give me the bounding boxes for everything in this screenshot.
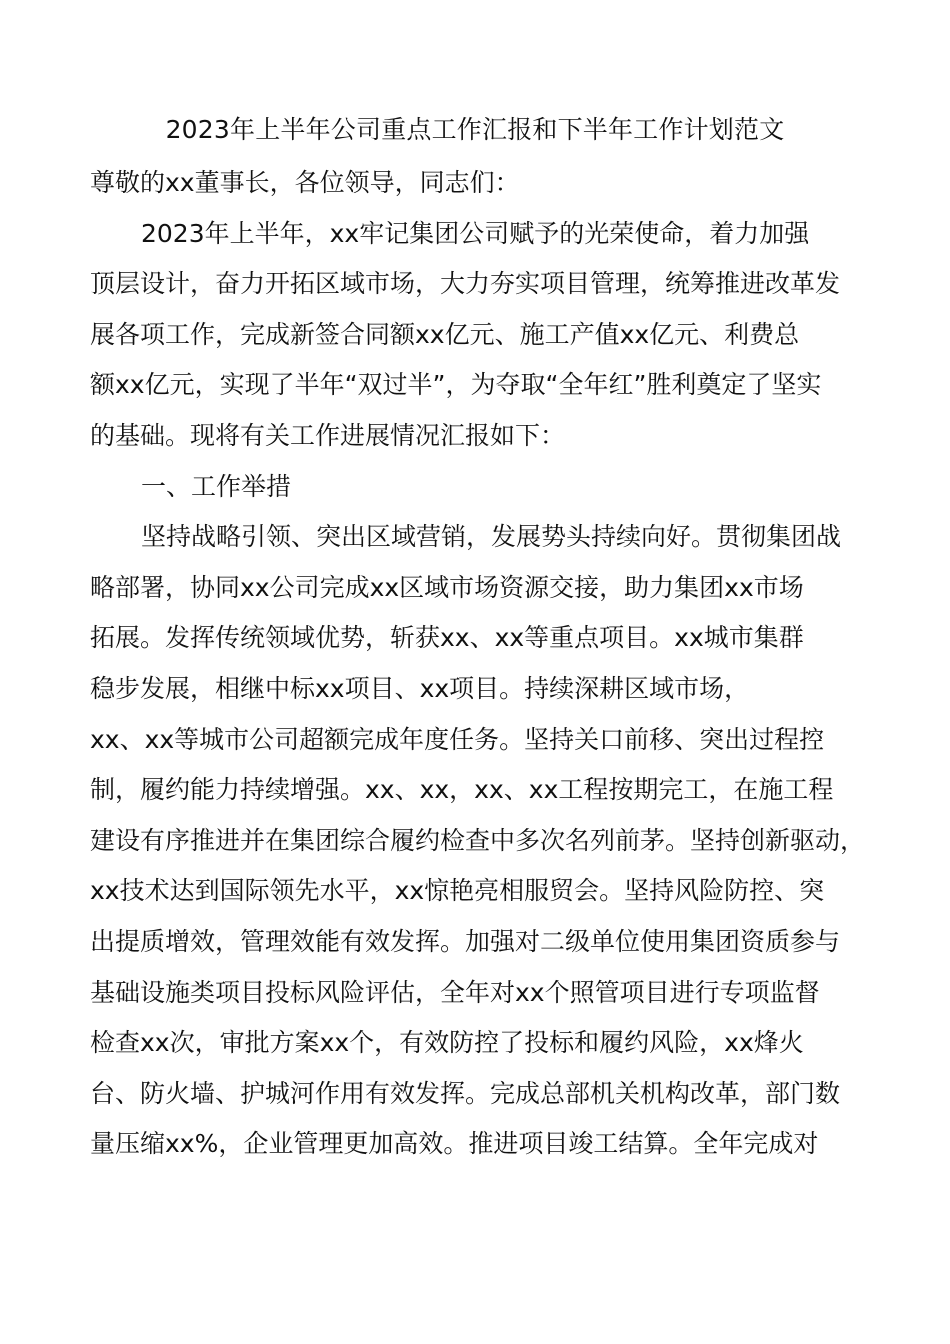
paragraph-line: 建设有序推进并在集团综合履约检查中多次名列前茅。坚持创新驱动， [90,825,866,855]
paragraph-line: 略部署，协同xx公司完成xx区域市场资源交接，助力集团xx市场 [90,572,804,602]
section-heading: 一、工作举措 [141,471,292,501]
paragraph-line: xx技术达到国际领先水平，xx惊艳亮相服贸会。坚持风险防控、突 [90,876,825,906]
paragraph-line: 检查xx次，审批方案xx个，有效防控了投标和履约风险，xx烽火 [90,1028,804,1058]
paragraph-line: 2023年上半年，xx牢记集团公司赋予的光荣使命，着力加强 [141,218,810,248]
paragraph-line: 量压缩xx%，企业管理更加高效。推进项目竣工结算。全年完成对 [90,1129,819,1159]
document-title: 2023年上半年公司重点工作汇报和下半年工作计划范文 [165,115,785,144]
paragraph-line: 拓展。发挥传统领域优势，斩获xx、xx等重点项目。xx城市集群 [90,623,804,653]
salutation-line: 尊敬的xx董事长，各位领导，同志们： [90,168,520,197]
paragraph-line: 坚持战略引领、突出区域营销，发展势头持续向好。贯彻集团战 [141,522,842,552]
paragraph-line: 顶层设计，奋力开拓区域市场，大力夯实项目管理，统筹推进改革发 [90,269,841,299]
paragraph-line: xx、xx等城市公司超额完成年度任务。坚持关口前移、突出过程控 [90,724,825,754]
paragraph-line: 的基础。现将有关工作进展情况汇报如下： [90,420,566,450]
paragraph-line: 出提质增效，管理效能有效发挥。加强对二级单位使用集团资质参与 [90,926,841,956]
paragraph-line: 基础设施类项目投标风险评估，全年对xx个照管项目进行专项监督 [90,977,820,1007]
document-body [90,158,880,1170]
paragraph-line: 台、防火墙、护城河作用有效发挥。完成总部机关机构改革，部门数 [90,1078,841,1108]
paragraph-line: 稳步发展，相继中标xx项目、xx项目。持续深耕区域市场， [90,673,750,703]
paragraph-line: 展各项工作，完成新签合同额xx亿元、施工产值xx亿元、利费总 [90,319,800,349]
paragraph-line: 制，履约能力持续增强。xx、xx，xx、xx工程按期完工，在施工程 [90,775,834,805]
paragraph-line: 额xx亿元，实现了半年“双过半”，为夺取“全年红”胜利奠定了坚实 [90,370,822,400]
